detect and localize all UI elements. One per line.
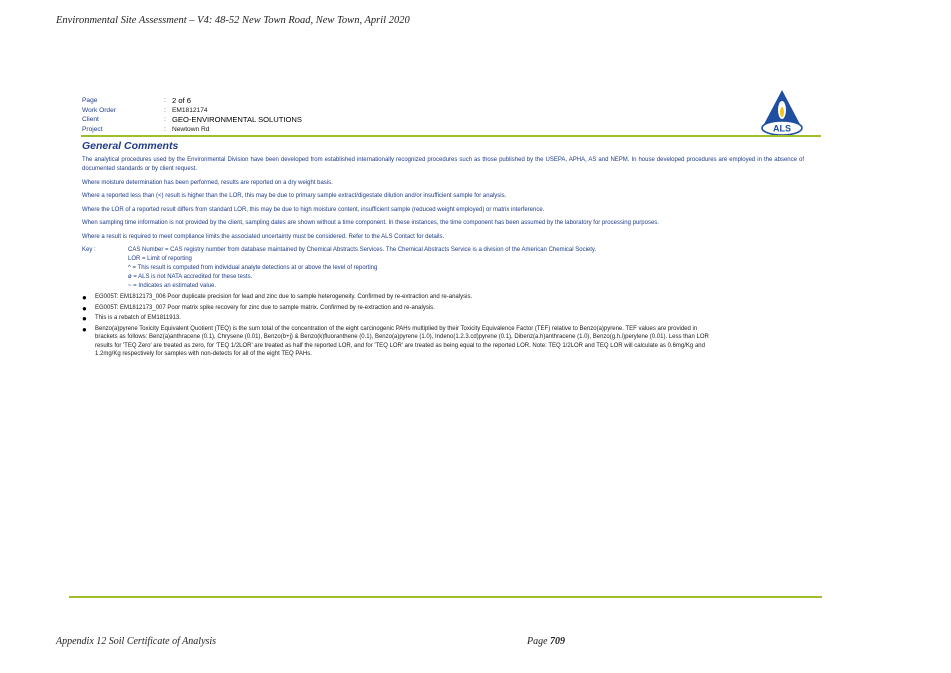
footer-divider bbox=[69, 596, 822, 598]
bullet-icon: ● bbox=[82, 293, 87, 302]
key-line: LOR = Limit of reporting bbox=[128, 256, 192, 262]
bullet-icon: ● bbox=[82, 314, 87, 323]
page-label: Page bbox=[527, 636, 548, 647]
bullet-item: ● Benzo(a)pyrene Toxicity Equivalent Quotient (TEQ) is the sum total of the concentration of the eight carcinogenic PAHs multiplied by their Toxicity Equivalence Factor (TEF) relative to Benzo(a)pyrene. TEF values are provided in brackets as follows: Benz(a)anthracene (0.1), Chrysene (0.01), Benzo(b+j) & Benzo(k)fluoranthene (0.1), Benzo(a)pyrene (1.0), Indeno(1.2.3.cd)pyrene (0.1), Dibenz(a.h)anthracene (1.0), Benzo(g.h.i)perylene (0.01). Less than LOR results for 'TEQ Zero' are treated as zero, for 'TEQ 1/2LOR' are treated as half the reported LOR, and for 'TEQ LOR' are treated as being equal to the reported LOR. Note: TEQ 1/2LOR and TEQ LOR will calculate as 0.6mg/Kg and 1.2mg/Kg respectively for samples with non-detects for all of the eight TEQ PAHs. bbox=[82, 324, 709, 358]
paragraph: Where a result is required to meet compliance limits the associated uncertainty must be considered. Refer to the ALS Contact for details. bbox=[82, 233, 445, 240]
key-label: Key : bbox=[82, 247, 96, 253]
meta-value-project: Newtown Rd bbox=[172, 125, 210, 133]
key-line: ~ = Indicates an estimated value. bbox=[128, 283, 217, 289]
paragraph: Where the LOR of a reported result differs from standard LOR, this may be due to high moisture content, insufficient sample (reduced weight employed) or matrix interference. bbox=[82, 206, 545, 213]
meta-row-work-order: Work Order : EM1812174 bbox=[82, 106, 208, 114]
meta-row-page: Page : 2 of 6 bbox=[82, 96, 191, 105]
header-divider bbox=[81, 135, 821, 137]
bullet-icon: ● bbox=[82, 324, 87, 334]
meta-label: Client bbox=[82, 116, 99, 124]
bullet-icon: ● bbox=[82, 303, 87, 313]
bullet-item: ● EG005T: EM1812173_006 Poor duplicate precision for lead and zinc due to sample heterogeneity. Confirmed by re-extraction and re-analysis. bbox=[82, 293, 473, 302]
key-line: CAS Number = CAS registry number from database maintained by Chemical Abstracts Services. The Chemical Abstracts Service is a division of the American Chemical Society. bbox=[128, 247, 597, 253]
meta-label: Page bbox=[82, 97, 98, 104]
paragraph: Where a reported less than (<) result is higher than the LOR, this may be due to primary sample extract/digestate dilution and/or insufficient sample for analysis. bbox=[82, 193, 507, 199]
meta-row-project: Project : Newtown Rd bbox=[82, 125, 210, 133]
meta-value-page: 2 of 6 bbox=[172, 96, 191, 105]
paragraph: The analytical procedures used by the Environmental Division have been developed from established internationally recognized procedures such as those published by the USEPA, APHA, AS and NEPM. In house developed procedures are employed in the absence of documented standards or by client request. bbox=[82, 157, 804, 172]
page-number: 709 bbox=[550, 636, 566, 647]
footer-appendix-title: Appendix 12 Soil Certificate of Analysis bbox=[56, 636, 217, 647]
meta-label: Project bbox=[82, 125, 103, 133]
meta-row-client: Client : GEO-ENVIRONMENTAL SOLUTIONS bbox=[82, 115, 302, 125]
paragraph: Where moisture determination has been performed, results are reported on a dry weight basis. bbox=[82, 179, 333, 186]
bullet-item: ● This is a rebatch of EM1811913. bbox=[82, 314, 181, 323]
key-line: ^ = This result is computed from individual analyte detections at or above the level of reporting bbox=[128, 265, 378, 271]
bullet-list bbox=[82, 293, 804, 359]
key-line: ø = ALS is not NATA accredited for these tests. bbox=[128, 274, 253, 280]
section-title: General Comments bbox=[82, 140, 179, 152]
meta-value-client: GEO-ENVIRONMENTAL SOLUTIONS bbox=[172, 115, 302, 125]
meta-value-work-order: EM1812174 bbox=[172, 106, 208, 114]
report-meta-block bbox=[82, 96, 302, 134]
bullet-item: ● EG005T: EM1812173_007 Poor matrix spike recovery for zinc due to sample matrix. Confirmed by re-extraction and re-analysis. bbox=[82, 303, 435, 313]
paragraph: When sampling time information is not provided by the client, sampling dates are shown without a time component. In these instances, the time component has been assumed by the laboratory for processing purposes. bbox=[82, 220, 659, 226]
footer-page-number bbox=[527, 636, 565, 647]
report-header-title: Environmental Site Assessment – V4: 48-52 New Town Road, New Town, April 2020 bbox=[56, 15, 410, 26]
comments-body bbox=[82, 156, 804, 360]
als-logo bbox=[760, 88, 804, 136]
key-legend bbox=[82, 246, 804, 291]
meta-label: Work Order bbox=[82, 106, 116, 114]
logo-text: ALS bbox=[773, 123, 791, 134]
